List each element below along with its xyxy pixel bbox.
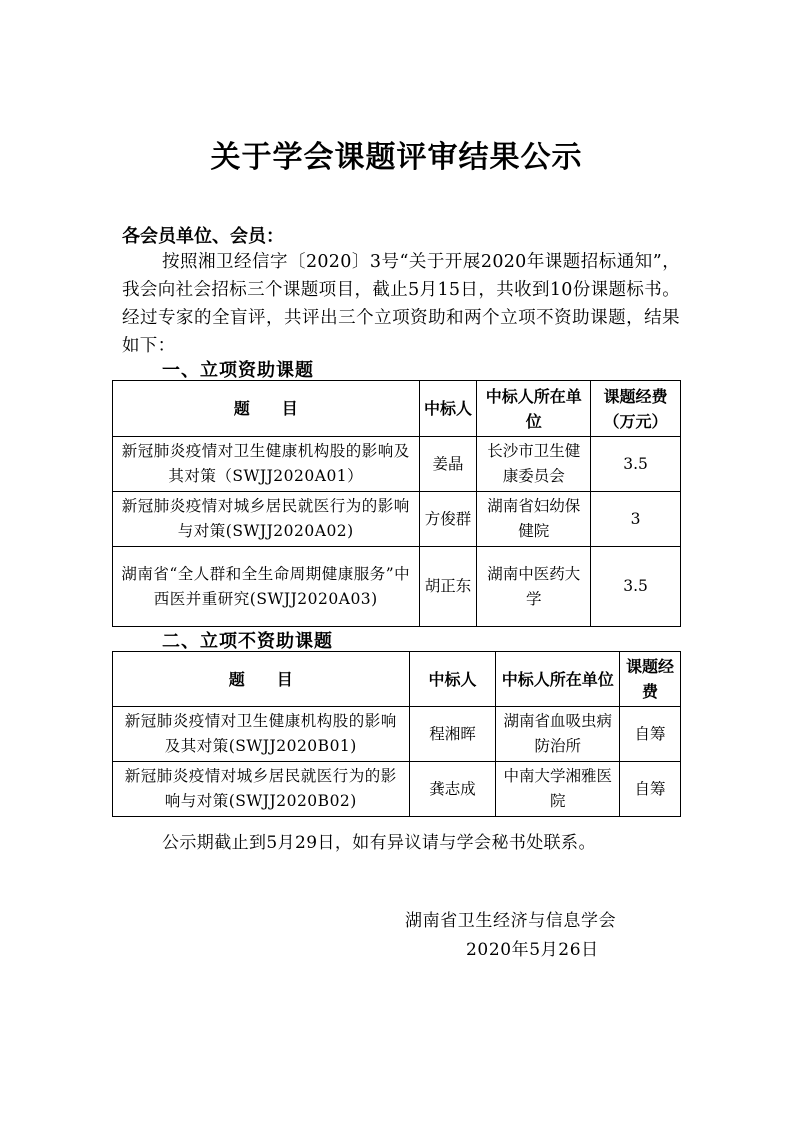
topic-cell: 湖南省“全人群和全生命周期健康服务”中西医并重研究(SWJJ2020A03)	[113, 547, 420, 627]
topic-cell: 新冠肺炎疫情对卫生健康机构股的影响及其对策（SWJJ2020A01）	[113, 437, 420, 492]
header-funding: 课题经费（万元）	[591, 381, 681, 437]
notice-text: 公示期截止到5月29日，如有异议请与学会秘书处联系。	[162, 833, 596, 853]
topic-cell: 新冠肺炎疫情对卫生健康机构股的影响及其对策(SWJJ2020B01)	[113, 707, 410, 762]
winner-cell: 胡正东	[419, 547, 477, 627]
table-row	[113, 547, 681, 627]
unit-cell: 湖南省妇幼保健院	[477, 492, 591, 547]
table-header-row	[113, 652, 681, 707]
funding-cell: 3.5	[591, 437, 681, 492]
table-row	[113, 762, 681, 817]
winner-cell: 龚志成	[409, 762, 496, 817]
header-winner: 中标人	[419, 381, 477, 437]
unit-cell: 中南大学湘雅医院	[496, 762, 620, 817]
winner-cell: 方俊群	[419, 492, 477, 547]
table-row	[113, 707, 681, 762]
section-funded-heading: 一、立项资助课题	[162, 360, 314, 381]
header-unit: 中标人所在单位	[496, 652, 620, 707]
winner-cell: 程湘晖	[409, 707, 496, 762]
salutation: 各会员单位、会员：	[122, 226, 284, 247]
signature-org: 湖南省卫生经济与信息学会	[405, 911, 617, 931]
unfunded-projects-table	[112, 651, 681, 817]
header-topic: 题 目	[113, 381, 420, 437]
winner-cell: 姜晶	[419, 437, 477, 492]
topic-cell: 新冠肺炎疫情对城乡居民就医行为的影响与对策(SWJJ2020B02)	[113, 762, 410, 817]
unit-cell: 湖南省血吸虫病防治所	[496, 707, 620, 762]
table-header-row	[113, 381, 681, 437]
topic-cell: 新冠肺炎疫情对城乡居民就医行为的影响与对策(SWJJ2020A02)	[113, 492, 420, 547]
header-topic: 题 目	[113, 652, 410, 707]
section-unfunded-heading: 二、立项不资助课题	[162, 631, 333, 652]
funding-cell: 3.5	[591, 547, 681, 627]
funded-projects-table	[112, 380, 681, 627]
page-title: 关于学会课题评审结果公示	[210, 140, 583, 175]
funding-cell: 3	[591, 492, 681, 547]
funding-cell: 自筹	[620, 707, 681, 762]
unit-cell: 湖南中医药大学	[477, 547, 591, 627]
table-row	[113, 437, 681, 492]
header-funding: 课题经费	[620, 652, 681, 707]
table-row	[113, 492, 681, 547]
header-winner: 中标人	[409, 652, 496, 707]
unit-cell: 长沙市卫生健康委员会	[477, 437, 591, 492]
intro-paragraph: 按照湘卫经信字〔2020〕3号“关于开展2020年课题招标通知”，我会向社会招标三个课题项目，截止5月15日，共收到10份课题标书。经过专家的全盲评，共评出三个立项资助和两个立项不资助课题，结果如下：	[122, 252, 680, 356]
header-unit: 中标人所在单位	[477, 381, 591, 437]
signature-date: 2020年5月26日	[466, 940, 599, 960]
funding-cell: 自筹	[620, 762, 681, 817]
